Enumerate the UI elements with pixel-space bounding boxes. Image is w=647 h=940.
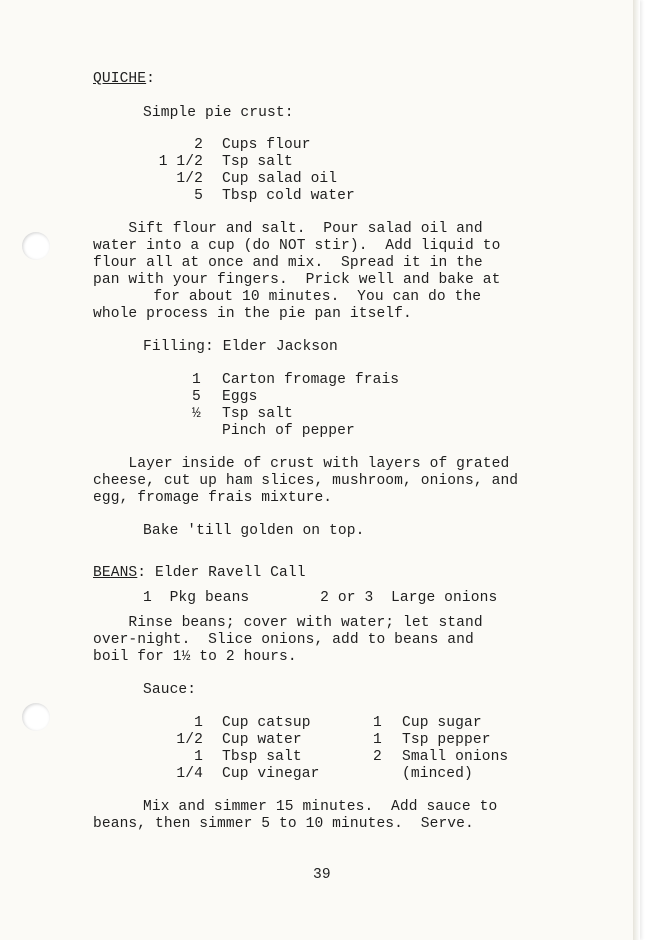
quiche-title: QUICHE [93,71,147,87]
filling-ingredient: Eggs [222,389,258,405]
filling-ingredient: Tsp salt [222,406,293,422]
sauce-qty: 1/4 [176,766,203,782]
beans-title-suffix: : Elder Ravell Call [137,565,306,581]
sauce-ingredient: Cup catsup [222,715,311,731]
filling-ingredient: Carton fromage frais [222,372,400,388]
quiche-title-line [93,71,155,88]
beans-title-line [93,565,306,582]
filling-ingredient: Pinch of pepper [222,423,355,439]
sauce-qty: 1 [373,715,382,731]
beans-instruction-line: Rinse beans; cover with water; let stand [93,615,483,631]
crust-instruction-line: whole process in the pie pan itself. [93,306,412,322]
beans-instruction-line: boil for 1½ to 2 hours. [93,649,297,665]
crust-ingredient: Tsp salt [222,154,293,170]
crust-qty: 2 [194,137,203,153]
page-edge [633,0,640,940]
crust-instruction-line: flour all at once and mix. Spread it in the [93,255,483,271]
binder-hole [22,703,50,731]
quiche-title-suffix: : [146,71,156,87]
filling-instruction-line: Layer inside of crust with layers of grated [93,456,510,472]
sauce-ingredient: Small onions [402,749,509,765]
crust-instruction-line: water into a cup (do NOT stir). Add liquid to [93,238,501,254]
sauce-ingredient: (minced) [402,766,473,782]
filling-heading: Filling: Elder Jackson [143,339,338,355]
filling-qty: 5 [192,389,201,405]
crust-qty: 5 [194,188,203,204]
sauce-ingredient: Tbsp salt [222,749,302,765]
beans-final-line: beans, then simmer 5 to 10 minutes. Serve. [93,816,474,832]
sauce-qty: 1 [373,732,382,748]
bake-note: Bake 'till golden on top. [143,523,365,539]
beans-instruction-line: over-night. Slice onions, add to beans and [93,632,474,648]
crust-heading: Simple pie crust: [143,105,294,121]
crust-instruction-line: pan with your fingers. Prick well and bake at [93,272,501,288]
sauce-ingredient: Cup water [222,732,302,748]
beans-final-line: Mix and simmer 15 minutes. Add sauce to [143,799,498,815]
crust-qty: 1/2 [176,171,203,187]
crust-qty: 1 1/2 [158,154,203,170]
crust-ingredient: Cup salad oil [222,171,338,187]
sauce-qty: 1 [194,715,203,731]
sauce-ingredient: Cup sugar [402,715,482,731]
crust-instruction-line: for about 10 minutes. You can do the [118,289,482,305]
sauce-qty: 1/2 [176,732,203,748]
filling-qty: ½ [192,406,201,422]
filling-qty: 1 [192,372,201,388]
sauce-ingredient: Cup vinegar [222,766,320,782]
beans-ingredients: 1 Pkg beans 2 or 3 Large onions [143,590,498,606]
crust-ingredient: Tbsp cold water [222,188,355,204]
filling-instruction-line: egg, fromage frais mixture. [93,490,333,506]
crust-instruction-line: Sift flour and salt. Pour salad oil and [93,221,483,237]
page-number: 39 [313,867,331,883]
sauce-qty: 1 [194,749,203,765]
crust-ingredient: Cups flour [222,137,311,153]
sauce-qty: 2 [373,749,382,765]
filling-instruction-line: cheese, cut up ham slices, mushroom, onions, and [93,473,519,489]
beans-title: BEANS [93,565,138,581]
sauce-heading: Sauce: [143,682,197,698]
binder-hole [22,232,50,260]
sauce-ingredient: Tsp pepper [402,732,491,748]
